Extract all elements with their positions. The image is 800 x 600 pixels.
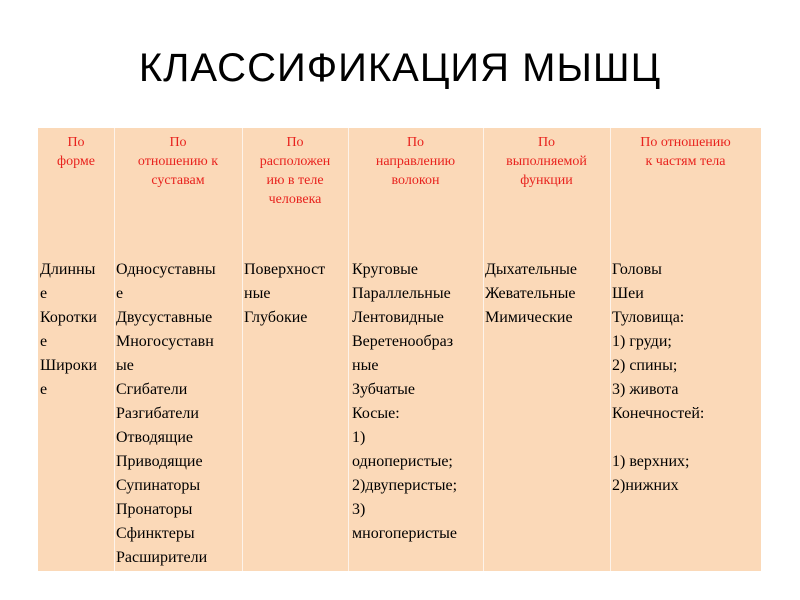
cell-line: е [116, 285, 124, 302]
cell-line: Глубокие [244, 309, 308, 326]
cell-line: 1) груди; [612, 333, 672, 350]
cell-line: Приводящие [116, 453, 203, 470]
cell-line: Супинаторы [116, 477, 201, 494]
header-by-body-part [610, 133, 761, 171]
header-line: к частям тела [645, 154, 726, 169]
header-line: По [406, 135, 425, 150]
cell-line: 1) верхних; [612, 453, 690, 470]
cell-joint-relation [116, 258, 242, 570]
cell-line: Зубчатые [352, 381, 415, 398]
cell-line: Туловища: [612, 309, 685, 326]
header-line: По [67, 135, 85, 150]
cell-line: Круговые [352, 261, 419, 278]
header-line: отношению к [137, 154, 219, 169]
cell-line: е [40, 285, 48, 302]
header-line: функции [520, 173, 573, 188]
cell-line: Коротки [40, 309, 97, 326]
cell-line: 3) [352, 501, 366, 518]
header-line: волокон [391, 173, 440, 188]
cell-line: Поверхност [244, 261, 326, 278]
header-line: По [169, 135, 187, 150]
cell-line: ые [116, 357, 134, 374]
cell-line: Широки [40, 357, 98, 374]
header-line: направлению [375, 154, 456, 169]
header-by-function [483, 133, 610, 190]
cell-line: Разгибатели [116, 405, 199, 422]
header-line: ию в теле [266, 173, 324, 188]
cell-line: 1) [352, 429, 366, 446]
cell-line: Дыхательные [485, 261, 577, 278]
cell-line: Веретенообраз [352, 333, 454, 350]
cell-line: Жевательные [485, 285, 576, 302]
column-divider [610, 128, 611, 571]
cell-fiber-direction [352, 258, 483, 546]
slide-title: КЛАССИФИКАЦИЯ МЫШЦ [138, 46, 662, 90]
header-line: По отношению [640, 135, 731, 150]
cell-shape [40, 258, 114, 402]
cell-line: Двусуставные [116, 309, 213, 326]
cell-line: Мимические [485, 309, 573, 326]
cell-line: одноперистые; [352, 453, 453, 470]
cell-line: Длинны [40, 261, 96, 278]
cell-line: 2)двуперистые; [352, 477, 458, 494]
cell-line: Сфинктеры [116, 525, 195, 542]
header-by-fiber-direction [348, 133, 483, 190]
header-line: По [537, 135, 556, 150]
header-by-location [242, 133, 348, 209]
cell-line: ные [244, 285, 271, 302]
cell-line: ные [352, 357, 379, 374]
cell-line: Пронаторы [116, 501, 193, 518]
cell-line: 2) спины; [612, 357, 678, 374]
column-divider [348, 128, 349, 571]
cell-line: Косые: [352, 405, 400, 422]
header-line: форме [57, 154, 95, 169]
cell-line: Головы [612, 261, 662, 278]
cell-line: Параллельные [352, 285, 451, 302]
header-line: человека [268, 192, 322, 207]
cell-line: Многосуставн [116, 333, 214, 350]
cell-line: Сгибатели [116, 381, 188, 398]
cell-line: Односуставны [116, 261, 216, 278]
cell-location [244, 258, 348, 330]
cell-line: 3) живота [612, 381, 679, 398]
cell-line: 2)нижних [612, 477, 679, 494]
cell-line: многоперистые [352, 525, 458, 542]
cell-line: Конечностей: [612, 405, 705, 422]
cell-function [485, 258, 610, 330]
cell-line: Лентовидные [352, 309, 444, 326]
header-line: суставам [151, 173, 205, 188]
header-line: выполняемой [506, 154, 587, 169]
column-divider [114, 128, 115, 571]
header-line: расположен [259, 154, 331, 169]
cell-line [612, 426, 761, 450]
cell-line: Расширители [116, 549, 208, 566]
cell-line: Отводящие [116, 429, 194, 446]
cell-line: е [40, 381, 48, 398]
classification-table [38, 128, 761, 571]
cell-line: е [40, 333, 48, 350]
header-by-joint-relation [114, 133, 242, 190]
header-line: По [286, 135, 304, 150]
cell-body-part [612, 258, 761, 498]
cell-line: Шеи [612, 285, 644, 302]
header-by-shape [38, 133, 114, 171]
column-divider [483, 128, 484, 571]
